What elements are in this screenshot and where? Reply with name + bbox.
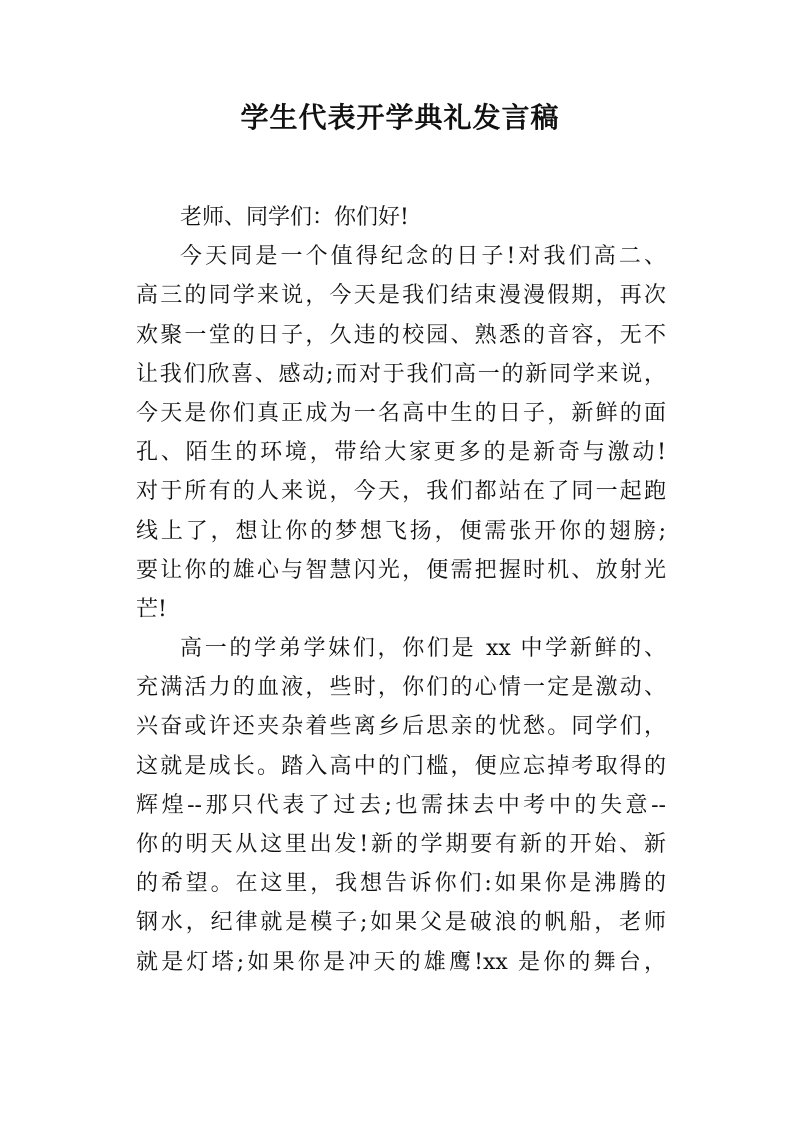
paragraph-1-line: 孔、陌生的环境，带给大家更多的是新奇与激动! (136, 440, 666, 466)
paragraph-1-line: 今天是你们真正成为一名高中生的日子，新鲜的面 (136, 400, 666, 426)
paragraph-2-line: 高一的学弟学妹们，你们是 xx 中学新鲜的、 (180, 636, 666, 662)
paragraph-1-line: 要让你的雄心与智慧闪光，便需把握时机、放射光 (136, 557, 666, 583)
paragraph-1-line: 芒! (136, 596, 167, 622)
paragraph-2-line: 辉煌--那只代表了过去;也需抹去中考中的失意-- (136, 792, 666, 818)
paragraph-2-line: 的希望。在这里，我想告诉你们:如果你是沸腾的 (136, 871, 666, 897)
paragraph-1-line: 高三的同学来说，今天是我们结束漫漫假期，再次 (136, 283, 666, 309)
paragraph-1-line: 线上了，想让你的梦想飞扬，便需张开你的翅膀; (136, 518, 666, 544)
paragraph-1-line: 对于所有的人来说，今天，我们都站在了同一起跑 (136, 479, 666, 505)
greeting-line: 老师、同学们：你们好! (180, 205, 409, 230)
paragraph-2-line: 你的明天从这里出发!新的学期要有新的开始、新 (136, 832, 666, 857)
paragraph-1-line: 让我们欣喜、感动;而对于我们高一的新同学来说， (136, 361, 666, 387)
paragraph-2-line: 充满活力的血液，些时，你们的心情一定是激动、 (136, 675, 666, 701)
paragraph-2-line: 兴奋或许还夹杂着些离乡后思亲的忧愁。同学们， (136, 714, 666, 740)
speech-body (136, 198, 666, 982)
paragraph-1-line: 今天同是一个值得纪念的日子!对我们高二、 (180, 244, 666, 270)
paragraph-2-line: 这就是成长。踏入高中的门槛，便应忘掉考取得的 (136, 753, 666, 779)
paragraph-2-line: 就是灯塔;如果你是冲天的雄鹰!xx 是你的舞台， (136, 949, 666, 975)
paragraph-1-line: 欢聚一堂的日子，久违的校园、熟悉的音容，无不 (136, 322, 666, 348)
paragraph-2-line: 钢水，纪律就是模子;如果父是破浪的帆船，老师 (136, 910, 666, 936)
document-title: 学生代表开学典礼发言稿 (240, 101, 560, 134)
